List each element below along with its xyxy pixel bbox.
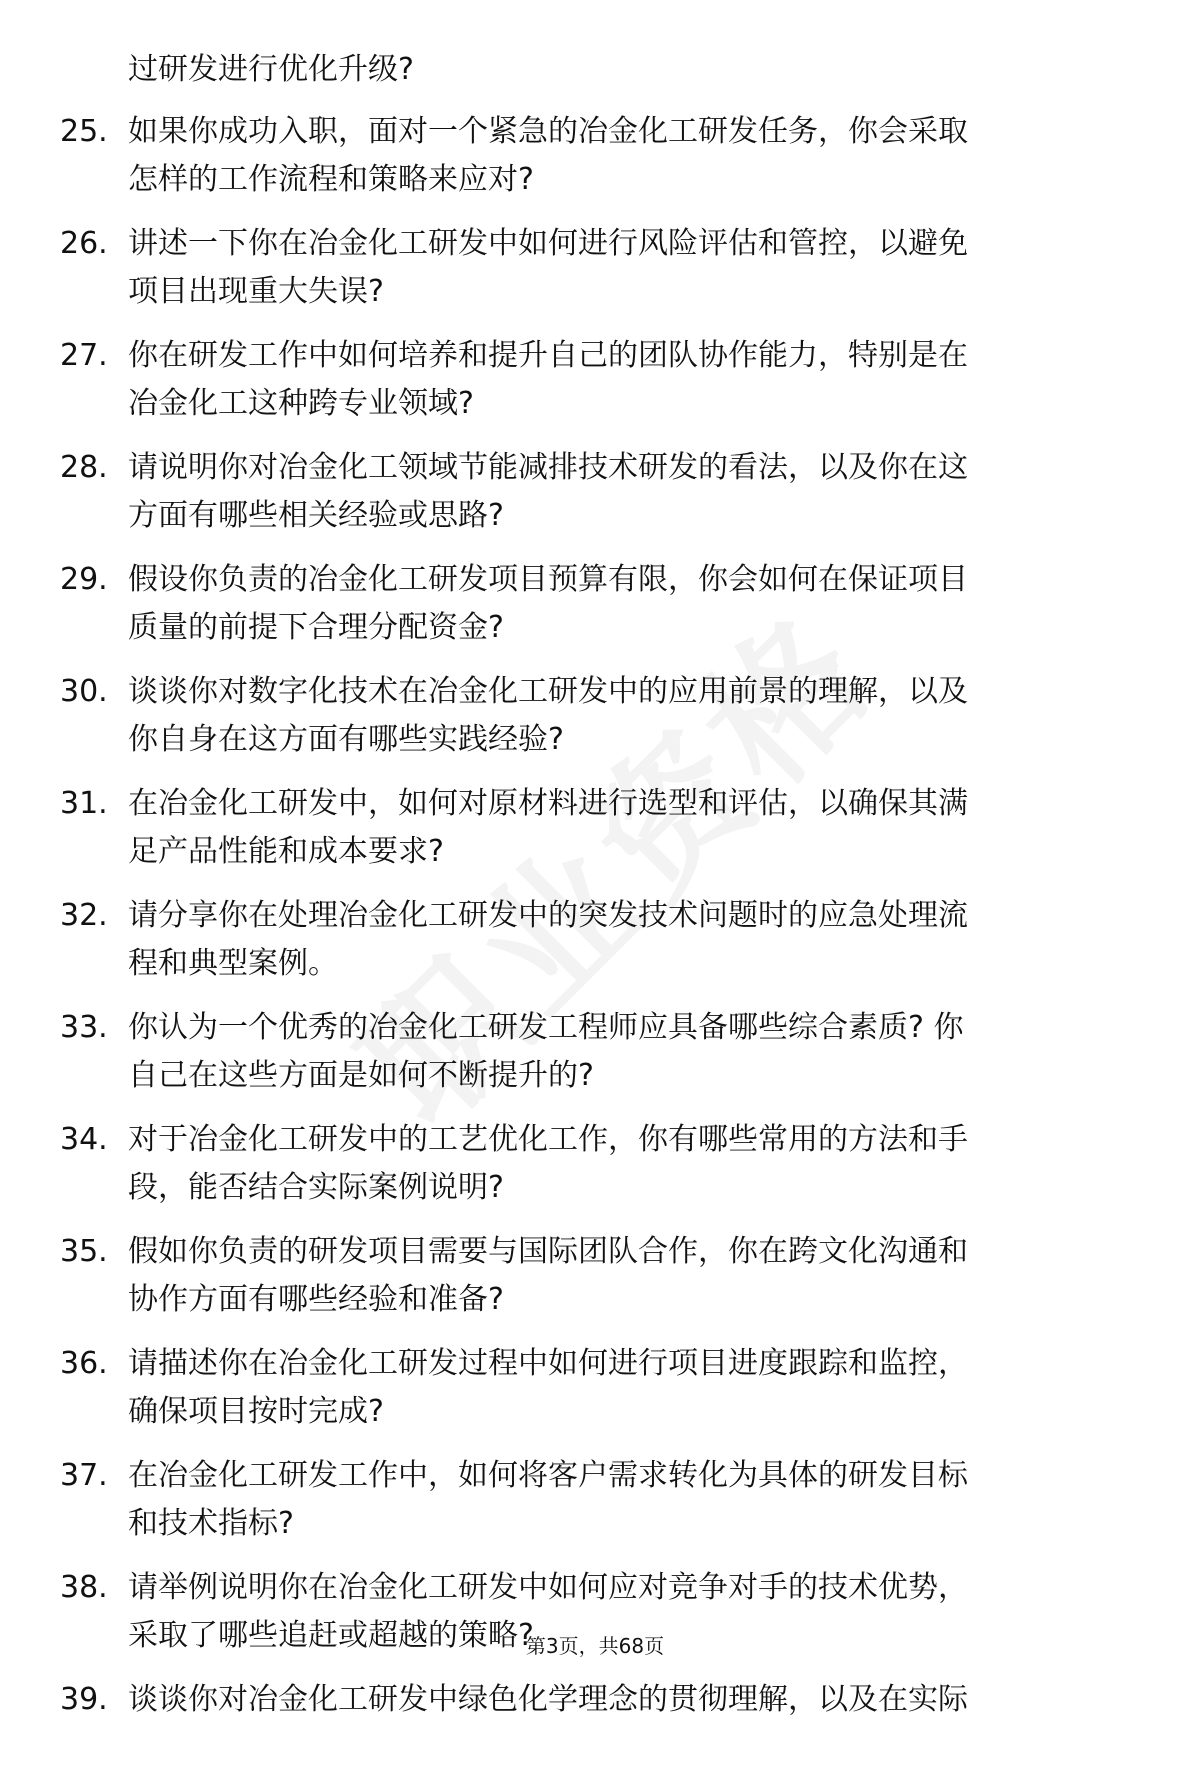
question-text	[128, 1676, 1128, 1724]
question-number: 25.	[60, 114, 108, 149]
question-text	[128, 892, 1128, 988]
question-text-line: 请分享你在处理冶金化工研发中的突发技术问题时的应急处理流	[128, 898, 968, 933]
question-text-line: 你自身在这方面有哪些实践经验?	[128, 722, 564, 757]
question-text	[128, 444, 1128, 540]
question-number: 28.	[60, 450, 108, 485]
question-text	[128, 220, 1128, 316]
question-text-line: 如果你成功入职，面对一个紧急的冶金化工研发任务，你会采取	[128, 114, 968, 149]
question-text-line: 协作方面有哪些经验和准备?	[128, 1282, 504, 1317]
question-text-line: 假如你负责的研发项目需要与国际团队合作，你在跨文化沟通和	[128, 1234, 968, 1269]
question-text-line: 确保项目按时完成?	[128, 1394, 384, 1429]
question-item	[0, 780, 1190, 892]
question-text	[128, 556, 1128, 652]
question-item	[0, 668, 1190, 780]
question-text-line: 采取了哪些追赶或超越的策略?	[128, 1618, 534, 1653]
question-text	[128, 1004, 1128, 1100]
question-text-line: 程和典型案例。	[128, 946, 338, 981]
question-number: 39.	[60, 1682, 108, 1717]
question-text-line: 段，能否结合实际案例说明?	[128, 1170, 504, 1205]
question-number: 34.	[60, 1122, 108, 1157]
question-number: 38.	[60, 1570, 108, 1605]
question-text-line: 请描述你在冶金化工研发过程中如何进行项目进度跟踪和监控，	[128, 1346, 968, 1381]
question-item	[0, 1116, 1190, 1228]
question-number: 37.	[60, 1458, 108, 1493]
question-text	[128, 108, 1128, 204]
question-item	[0, 556, 1190, 668]
question-text-line: 怎样的工作流程和策略来应对?	[128, 162, 534, 197]
question-text-line: 冶金化工这种跨专业领域?	[128, 386, 474, 421]
question-number: 36.	[60, 1346, 108, 1381]
question-text-line: 谈谈你对数字化技术在冶金化工研发中的应用前景的理解，以及	[128, 674, 968, 709]
question-text	[128, 332, 1128, 428]
question-item	[0, 1676, 1190, 1788]
question-number: 31.	[60, 786, 108, 821]
question-number: 35.	[60, 1234, 108, 1269]
question-number: 29.	[60, 562, 108, 597]
question-text-line: 项目出现重大失误?	[128, 274, 384, 309]
question-text	[128, 1228, 1128, 1324]
question-text-line: 方面有哪些相关经验或思路?	[128, 498, 504, 533]
question-text-line: 在冶金化工研发工作中，如何将客户需求转化为具体的研发目标	[128, 1458, 968, 1493]
question-text-line: 质量的前提下合理分配资金?	[128, 610, 504, 645]
question-item	[0, 892, 1190, 1004]
question-text-line: 讲述一下你在冶金化工研发中如何进行风险评估和管控，以避免	[128, 226, 968, 261]
question-text	[128, 780, 1128, 876]
question-text-line: 假设你负责的冶金化工研发项目预算有限，你会如何在保证项目	[128, 562, 968, 597]
question-text-line: 你认为一个优秀的冶金化工研发工程师应具备哪些综合素质? 你	[128, 1010, 964, 1045]
page-footer: 第3页，共68页	[525, 1634, 665, 1658]
question-text-line: 你在研发工作中如何培养和提升自己的团队协作能力，特别是在	[128, 338, 968, 373]
question-number: 30.	[60, 674, 108, 709]
question-item	[0, 1004, 1190, 1116]
question-text-line: 请举例说明你在冶金化工研发中如何应对竞争对手的技术优势，	[128, 1570, 968, 1605]
question-text-line: 和技术指标?	[128, 1506, 294, 1541]
question-text-line: 谈谈你对冶金化工研发中绿色化学理念的贯彻理解，以及在实际	[128, 1682, 968, 1717]
question-text	[128, 668, 1128, 764]
question-item	[0, 108, 1190, 220]
question-item	[0, 220, 1190, 332]
question-text	[128, 1452, 1128, 1548]
question-text-line: 对于冶金化工研发中的工艺优化工作，你有哪些常用的方法和手	[128, 1122, 968, 1157]
question-item	[0, 1452, 1190, 1564]
question-text-line: 在冶金化工研发中，如何对原材料进行选型和评估，以确保其满	[128, 786, 968, 821]
question-text-line: 足产品性能和成本要求?	[128, 834, 444, 869]
question-number: 32.	[60, 898, 108, 933]
question-number: 33.	[60, 1010, 108, 1045]
question-item	[0, 1340, 1190, 1452]
question-item	[0, 1228, 1190, 1340]
question-text-line: 请说明你对冶金化工领域节能减排技术研发的看法，以及你在这	[128, 450, 968, 485]
question-text-line: 自己在这些方面是如何不断提升的?	[128, 1058, 594, 1093]
question-number: 26.	[60, 226, 108, 261]
question-list	[0, 108, 1190, 1788]
continued-question-text: 过研发进行优化升级?	[128, 52, 414, 87]
question-text	[128, 1116, 1128, 1212]
question-item	[0, 332, 1190, 444]
question-number: 27.	[60, 338, 108, 373]
question-item	[0, 444, 1190, 556]
question-text	[128, 1340, 1128, 1436]
